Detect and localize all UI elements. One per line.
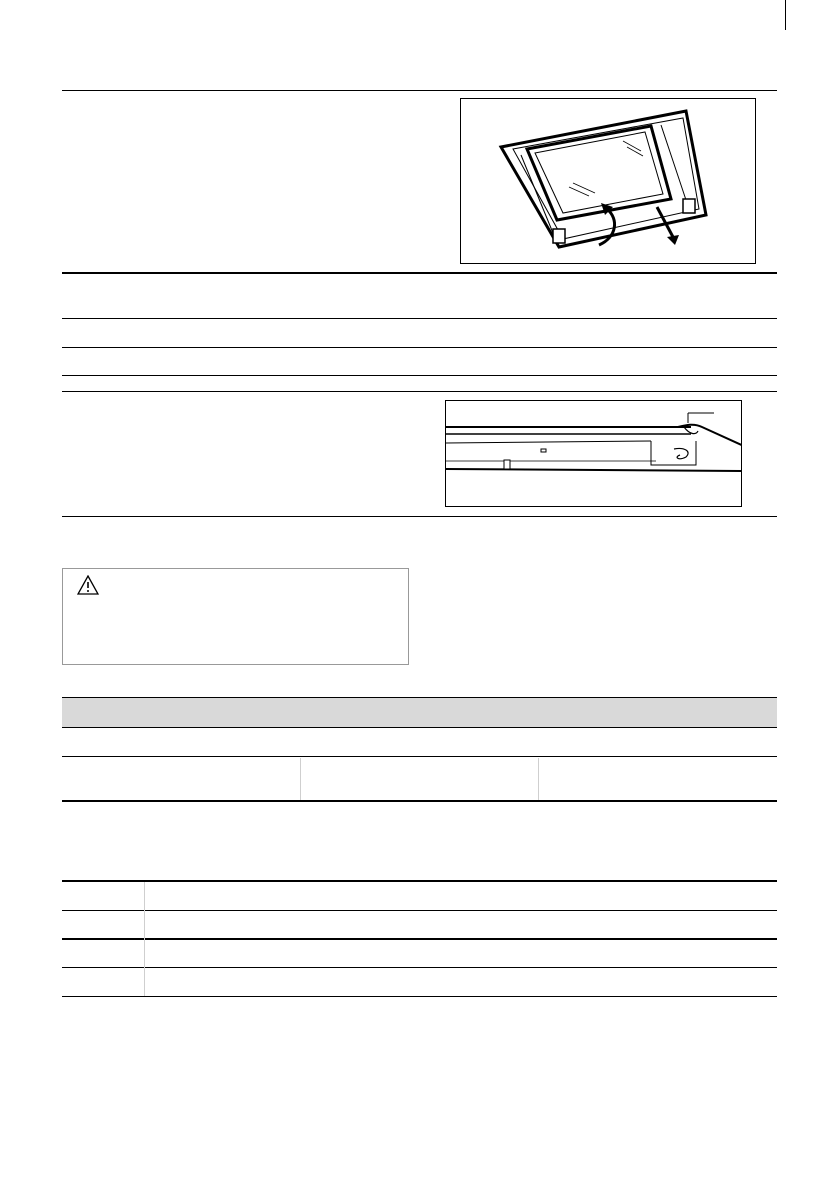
section-rule (62, 272, 777, 274)
table-bottom-rule (62, 800, 777, 802)
table-row-rule (62, 756, 777, 757)
warning-triangle-icon (77, 575, 99, 595)
row-rule (62, 347, 777, 348)
warning-box (62, 568, 409, 665)
section-rule (62, 516, 777, 517)
shelf-rail-figure (445, 400, 742, 507)
table-rule (62, 938, 777, 940)
table-column-separator (144, 882, 145, 996)
row-rule (62, 391, 777, 392)
section-top-rule (62, 90, 777, 91)
table-row-rule (62, 910, 777, 911)
table-column-separator (300, 758, 301, 800)
crop-mark (785, 0, 786, 30)
table-column-separator (538, 758, 539, 800)
row-rule (62, 375, 777, 376)
table-row-rule (62, 967, 777, 968)
row-rule (62, 318, 777, 319)
table-rule (62, 880, 777, 882)
door-glass-figure (460, 98, 756, 264)
table-row-rule (62, 727, 777, 728)
table-row-rule (62, 996, 777, 997)
table-header (62, 697, 777, 728)
